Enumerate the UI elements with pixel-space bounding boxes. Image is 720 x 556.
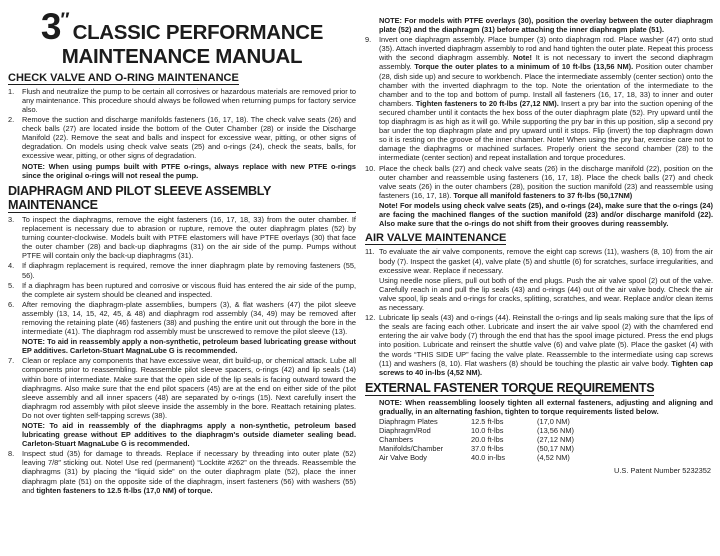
torque-table-cell: Diaphragm Plates <box>379 417 438 427</box>
text-run: If diaphragm replacement is required, remove the inner diaphragm plate by removing fasteners (55, 56). <box>22 261 356 280</box>
torque-table-cell: 40.0 in-lbs <box>471 453 506 463</box>
text-run: To evaluate the air valve components, remove the eight cap screws (11), washers (8, 10) from the air body (7). Inspect the gasket (4), valve plate (5) and shuttle (6) for scratches, surface irregularities, and excessive wear. Replace if necessary. <box>379 247 713 275</box>
item-text <box>22 215 356 260</box>
bold-text-run: Tighten cap screws to 40 in-lbs (4,52 NM). <box>379 358 713 377</box>
item-number: 9. <box>365 35 372 45</box>
section-heading-text: EXTERNAL FASTENER TORQUE REQUIREMENTS <box>365 380 655 395</box>
item-text <box>379 35 713 162</box>
numbered-list-item <box>8 449 356 494</box>
torque-table-cell: Chambers <box>379 435 414 445</box>
text-run: Place the check balls (27) and check valve seats (26) in the discharge manifold (22), position on the outer chamber and reassemble using fasteners (16, 17, 18). Place the check balls (27) and check valve seats (26) in the outer chambers (28), position the suction manifold (23) and reassemble using fasteners (16, 17, 18). <box>379 163 713 200</box>
note-paragraph <box>22 421 356 448</box>
section-heading-text: AIR VALVE MAINTENANCE <box>365 232 507 245</box>
item-text <box>379 247 713 274</box>
title-line-2 <box>8 47 356 68</box>
item-number: 7. <box>8 356 15 366</box>
text-run: Invert one diaphragm assembly. Place bumper (3) onto diaphragm rod. Place washer (47) onto stud (35). Attach inverted diaphragm assembly to rod and hand tighten the outer plate. Repeat this process with the second diaphragm assembly. <box>379 35 713 63</box>
torque-table-row <box>379 417 713 426</box>
item-number: 4. <box>8 261 15 271</box>
bold-text-run: NOTE: When using pumps built with PTFE o-rings, always replace with new PTFE o-rings since the original o-rings will not reseal the pump. <box>22 161 356 180</box>
text-run: Remove the suction and discharge manifolds fasteners (16, 17, 18). The check valve seats (26) and check balls (27) are located inside the bottom of the Outer Chamber (28) or inside the Discharge Manifold (22). Remove the seat and balls and inspect for excessive wear, pitting, or other signs of degradation. On models using check valve seats (25) and o-rings (24), check the seats, balls, for excessive wear, pitting, or other signs of degradation. <box>22 115 356 161</box>
torque-table-cell: (13,56 NM) <box>537 426 574 436</box>
section-heading-text: DIAPHRAGM AND PILOT SLEEVE ASSEMBLY MAINTENANCE <box>8 184 356 213</box>
numbered-list-item <box>8 87 356 114</box>
torque-table-cell: 37.0 ft-lbs <box>471 444 504 454</box>
title-text-line1: CLASSIC PERFORMANCE <box>72 21 324 44</box>
numbered-list-item <box>8 215 356 260</box>
text-run: Lubricate lip seals (43) and o-rings (44). Reinstall the o-rings and lip seals making sure that the lips of the seals are facing each other. Lubricate and insert the air valve spool (2) with the chamfered end entering the air valve body (7) through the end that has the spool image pictured. Press the end plugs into position. Lubricate and reinsert the shuttle valve (6) and valve plate (5). Place the gasket (4) with the words “THIS SIDE UP” facing the valve plate. Reassemble to the intermediate using cap screws (11) and washers (8, 10). Flat washers (8) should be touching the plastic air valve body. <box>379 313 713 368</box>
bold-text-run: Torque the outer plates to a minimum of 10 ft-lbs (13,56 NM). <box>414 62 634 72</box>
bold-text-run: Note! For models using check valve seats (25), and o-rings (24), make sure that the o-rings (24) are facing the machined flanges of the suction manifold (23) and/or discharge manifold (22). Also make sure that the o-rings do not shift from their grooves during reassembly. <box>379 200 713 229</box>
patent-number: U.S. Patent Number 5232352 <box>614 465 711 475</box>
item-text <box>22 281 356 299</box>
column-left-blocks <box>8 72 356 495</box>
bold-text-run: Note! <box>513 53 532 63</box>
item-text <box>22 115 356 160</box>
text-run: Flush and neutralize the pump to be certain all corrosives or hazardous materials are removed prior to any maintenance. This procedure should always be followed when returning pumps for factory service also. <box>22 86 356 114</box>
item-number: 3. <box>8 214 15 224</box>
item-number: 6. <box>8 299 15 309</box>
item-number: 1. <box>8 86 15 96</box>
text-run: Inspect stud (35) for damage to threads. Replace if necessary by threading into outer plate (52) leaving 7/8″ sticking out. Note! Use red (permanent) “Locktite #262” on the threads. Reassemble the diaphragms (31) by placing the “liquid side” on the outer diaphragm plate (52), place the inner diaphragm plate (51) on the opposite side of the diaphragm, insert fasteners (56) with washers (55) and <box>22 449 356 495</box>
torque-table-cell: Diaphragm/Rod <box>379 426 431 436</box>
torque-table-cell: (4,52 NM) <box>537 453 570 463</box>
item-text <box>379 164 713 200</box>
torque-table-cell: (50,17 NM) <box>537 444 574 454</box>
torque-table-row <box>379 453 713 462</box>
torque-table-cell: 10.0 ft-lbs <box>471 426 504 436</box>
item-number: 5. <box>8 280 15 290</box>
section-heading <box>8 184 356 213</box>
torque-table-row <box>379 444 713 453</box>
text-run: To inspect the diaphragms, remove the eight fasteners (16, 17, 18, 33) from the outer chamber. If replacement is necessary due to abrasion or rupture, remove the outer diaphragm plates (52) by turning counter-clockwise. Models built with PTFE elastomers will have PTFE overlays (30) that face the outer chamber (28) and back-up diaphragms (31) on the air side of the pump. Pumps without PTFE will contain only the back-up diaphragms (31). <box>22 214 356 261</box>
section-heading <box>365 232 713 245</box>
section-heading-text: CHECK VALVE AND O-RING MAINTENANCE <box>8 71 239 84</box>
item-number: 8. <box>8 449 15 459</box>
item-text <box>22 300 356 336</box>
torque-table-cell: Air Valve Body <box>379 453 427 463</box>
section-heading <box>365 381 713 396</box>
column-left <box>8 5 356 556</box>
text-run: Using needle nose pliers, pull out both of the end plugs. Push the air valve spool (2) out of the valve. Carefully reach in and pull the lip seals (43) and o-rings (44) out of the air valve body. Check the air valve spool, lip seals and o-rings for cracks, splitting, scratches, and wear. Replace and/or clean items as necessary. <box>379 275 713 313</box>
page-title <box>8 8 356 68</box>
column-right-blocks <box>365 16 713 475</box>
note-paragraph <box>22 162 356 180</box>
numbered-list-item <box>8 115 356 160</box>
title-text-line2: MAINTENANCE MANUAL <box>61 45 303 68</box>
item-text <box>22 87 356 114</box>
torque-table-row <box>379 435 713 444</box>
title-size-number: 3 <box>40 6 61 47</box>
item-text <box>379 313 713 377</box>
bold-text-run: NOTE: For models with PTFE overlays (30), position the overlay between the outer diaphragm plate (52) and the diaphragm (31) before attaching the inner diaphragm plate (51). <box>379 16 713 35</box>
bold-text-run: Torque all manifold fasteners to 37 ft-lbs (50,17NM) <box>453 190 633 200</box>
column-right <box>365 5 713 556</box>
bold-text-run: NOTE: To aid in reassembly of the diaphragms apply a non-synthetic, petroleum based lubricating grease without EP additives to the diaphragm's outside diameter sealing bead. Carleton-Stuart MagnaLube G is recommended. <box>22 421 356 449</box>
torque-table-cell: 20.0 ft-lbs <box>471 435 504 445</box>
torque-table <box>379 417 713 462</box>
item-text <box>22 356 356 420</box>
numbered-list-item <box>365 164 713 200</box>
text-run: It is not necessary to invert the second diaphragm assembly. <box>379 53 713 72</box>
text-run: Insert a pry bar into the suction opening of the secured chamber until it contacts the hex boss of the outer diaphragm plate (52). Pry upward until the top diaphragm is as high as it will go. While supporting the pry bar in this up position, slip a second pry bar under the top diaphragm plate and pry upward until it stops. Flip (invert) the top diaphragm down so it is resting on the groove of the inner chamber. Note! When using the pry bar, exercise care not to damage the diaphragms or machined surfaces. Properly orient the second chamber (28) to the intermediate (center section) and repeat installation and torque procedures. <box>379 98 713 163</box>
torque-table-row <box>379 426 713 435</box>
note-paragraph <box>379 16 713 34</box>
text-run: If a diaphragm has been ruptured and corrosive or viscous fluid has entered the air side of the pump, the complete air system should be cleaned and inspected. <box>22 280 356 299</box>
note-paragraph <box>379 201 713 228</box>
bold-text-run: Tighten fasteners to 20 ft-lbs (27,12 NM). <box>415 98 559 108</box>
text-run: Clean or replace any components that have excessive wear, dirt build-up, or chemical attack. Lube all components prior to reassembling. Reassemble pilot sleeve spacers, o-rings (42) and lip seals (14) within bore of intermediate. Make sure that the open side of the lip seals is facing outward toward the diaphragms. Also make sure that the end pilot spacers (45) are at the end on either side of the pilot sleeve assembly and all inner spacers (48) are separated by o-rings (15). Next carefully insert the diaphragm rod assembly with pilot sleeve inside the assembly in the bore. Reattach retaining plates. Do not over tighten self-tapping screws (38). <box>22 356 356 420</box>
bold-text-run: NOTE: To aid in reassembly apply a non-synthetic, petroleum based lubricating grease without EP additives. Carleton-Stuart MagnaLube G is recommended. <box>22 337 356 356</box>
text-run: After removing the diaphragm-plate assemblies, bumpers (3), & flat washers (47) the pilot sleeve assembly (13, 14, 15, 42, 45, & 48) and diaphragm rod assembly (34, 49) may be removed after removing the retaining plate (46) fasteners (38) and pushing the entire unit out through the bore in the intermediate (41). The diaphragm rod assembly must be unscrewed to remove the pilot sleeve (13). <box>22 299 356 337</box>
item-text <box>22 449 356 494</box>
torque-table-cell: Manifolds/Chamber <box>379 444 444 454</box>
numbered-list-item <box>8 281 356 299</box>
torque-table-cell: 12.5 ft-lbs <box>471 417 504 427</box>
numbered-list-item <box>365 247 713 274</box>
item-number: 12. <box>365 313 376 323</box>
numbered-list-item <box>365 35 713 162</box>
item-number: 11. <box>365 247 375 257</box>
text-run: Position outer chamber (28, dish side up) and secure to workbench. Place the intermediate assembly (center section) onto the chamber with the inverted diaphragm to the top. Note the orientation of the intermediate to the chamber and to the top and bottom of pump. Install all fasteners (16, 17, 18, 33) to inner and outer chambers. <box>379 62 713 108</box>
torque-table-cell: (17,0 NM) <box>537 417 570 427</box>
torque-table-cell: (27,12 NM) <box>537 435 574 445</box>
numbered-list-item <box>8 261 356 279</box>
note-paragraph <box>22 337 356 355</box>
numbered-list-item <box>8 356 356 420</box>
item-number: 10. <box>365 163 376 173</box>
item-text <box>22 261 356 279</box>
bold-text-run: tighten fasteners to 12.5 ft-lbs (17,0 NM) of torque. <box>36 485 213 495</box>
note-paragraph <box>379 398 713 416</box>
bold-text-run: NOTE: When reassembling loosely tighten all external fasteners, adjusting and aligning and gradually, in an alternating fashion, tighten to torque requirements listed below. <box>379 397 713 416</box>
numbered-list-item <box>365 313 713 377</box>
numbered-list-item <box>8 300 356 336</box>
continuation-paragraph <box>379 276 713 312</box>
title-line-1 <box>8 8 356 45</box>
title-inch-mark: ″ <box>60 10 70 31</box>
item-number: 2. <box>8 115 15 125</box>
section-heading <box>8 72 356 85</box>
